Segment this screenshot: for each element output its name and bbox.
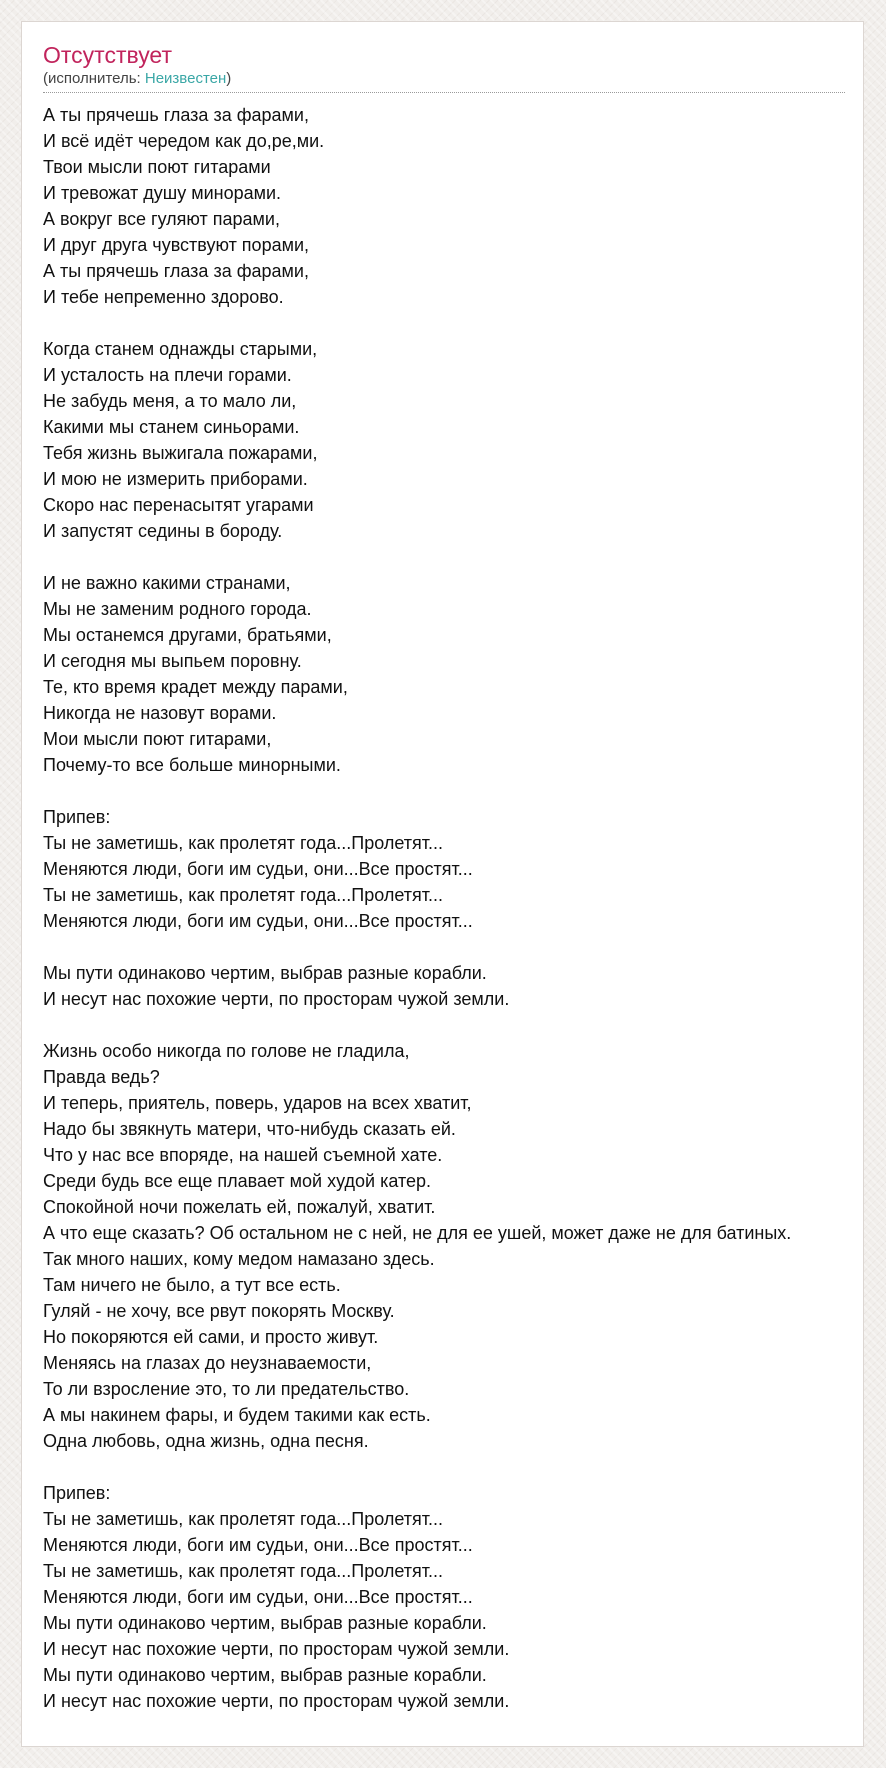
lyric-line: И запустят седины в бороду. — [43, 521, 283, 541]
lyric-line: Правда ведь? — [43, 1067, 160, 1087]
stanza-break — [43, 1012, 864, 1038]
artist-prefix: (исполнитель: — [43, 70, 145, 87]
lyric-line: Мы останемся другами, братьями, — [43, 625, 332, 645]
lyric-line: И несут нас похожие черти, по просторам чужой земли. — [43, 1639, 510, 1659]
lyric-line: То ли взросление это, то ли предательство. — [43, 1379, 410, 1399]
artist-suffix: ) — [226, 70, 232, 87]
lyric-line: Когда станем однажды старыми, — [43, 339, 318, 359]
lyric-line: Припев: — [43, 1483, 111, 1503]
lyrics-card — [21, 21, 864, 1747]
lyric-line: А мы накинем фары, и будем такими как есть. — [43, 1405, 431, 1425]
lyric-line: Надо бы звякнуть матери, что-нибудь сказать ей. — [43, 1119, 456, 1139]
lyric-line: Те, кто время крадет между парами, — [43, 677, 348, 697]
lyric-line: А ты прячешь глаза за фарами, — [43, 261, 309, 281]
lyric-line: И несут нас похожие черти, по просторам чужой земли. — [43, 989, 510, 1009]
lyric-line: Не забудь меня, а то мало ли, — [43, 391, 297, 411]
lyric-line: И сегодня мы выпьем поровну. — [43, 651, 302, 671]
lyric-line: Мои мысли поют гитарами, — [43, 729, 272, 749]
header-divider — [43, 92, 845, 93]
lyric-line: Меняются люди, боги им судьи, они...Все простят... — [43, 911, 473, 931]
lyric-line: Там ничего не было, а тут все есть. — [43, 1275, 341, 1295]
lyric-line: И тебе непременно здорово. — [43, 287, 284, 307]
lyric-line: Но покоряются ей сами, и просто живут. — [43, 1327, 379, 1347]
lyric-line: Меняются люди, боги им судьи, они...Все простят... — [43, 1535, 473, 1555]
artist-line — [43, 70, 845, 88]
stanza-break — [43, 934, 864, 960]
lyric-line: Ты не заметишь, как пролетят года...Пролетят... — [43, 1561, 443, 1581]
lyric-line: Никогда не назовут ворами. — [43, 703, 277, 723]
lyric-line: И друг друга чувствуют порами, — [43, 235, 310, 255]
lyric-line: И тревожат душу минорами. — [43, 183, 282, 203]
lyrics-text — [43, 102, 864, 1714]
stanza-break — [43, 310, 864, 336]
lyric-line: Жизнь особо никогда по голове не гладила, — [43, 1041, 410, 1061]
lyric-line: И не важно какими странами, — [43, 573, 291, 593]
lyric-line: Меняясь на глазах до неузнаваемости, — [43, 1353, 372, 1373]
lyric-line: Мы пути одинаково чертим, выбрав разные корабли. — [43, 963, 487, 983]
lyric-line: Так много наших, кому медом намазано здесь. — [43, 1249, 435, 1269]
lyric-line: Гуляй - не хочу, все рвут покорять Москву. — [43, 1301, 395, 1321]
lyric-line: Мы пути одинаково чертим, выбрав разные корабли. — [43, 1613, 487, 1633]
lyric-line: И усталость на плечи горами. — [43, 365, 292, 385]
lyric-line: А вокруг все гуляют парами, — [43, 209, 280, 229]
lyric-line: Меняются люди, боги им судьи, они...Все простят... — [43, 1587, 473, 1607]
lyric-line: Среди будь все еще плавает мой худой катер. — [43, 1171, 432, 1191]
lyric-line: И мою не измерить приборами. — [43, 469, 308, 489]
stanza-break — [43, 544, 864, 570]
lyric-line: Спокойной ночи пожелать ей, пожалуй, хватит. — [43, 1197, 436, 1217]
lyric-line: Мы не заменим родного города. — [43, 599, 312, 619]
stanza-break — [43, 778, 864, 804]
stanza-break — [43, 1454, 864, 1480]
lyric-line: Почему-то все больше минорными. — [43, 755, 341, 775]
lyric-line: Скоро нас перенасытят угарами — [43, 495, 314, 515]
lyric-line: И всё идёт чередом как до,ре,ми. — [43, 131, 325, 151]
song-header — [43, 42, 845, 88]
lyric-line: Ты не заметишь, как пролетят года...Пролетят... — [43, 885, 443, 905]
lyric-line: Какими мы станем синьорами. — [43, 417, 300, 437]
lyric-line: Твои мысли поют гитарами — [43, 157, 271, 177]
artist-link[interactable]: Неизвестен — [144, 70, 227, 87]
lyric-line: И несут нас похожие черти, по просторам чужой земли. — [43, 1691, 510, 1711]
lyric-line: Меняются люди, боги им судьи, они...Все простят... — [43, 859, 473, 879]
lyric-line: Одна любовь, одна жизнь, одна песня. — [43, 1431, 369, 1451]
lyric-line: Ты не заметишь, как пролетят года...Пролетят... — [43, 1509, 443, 1529]
lyric-line: И теперь, приятель, поверь, ударов на всех хватит, — [43, 1093, 472, 1113]
lyric-line: Что у нас все впоряде, на нашей съемной хате. — [43, 1145, 443, 1165]
lyric-line: Тебя жизнь выжигала пожарами, — [43, 443, 318, 463]
lyric-line: Ты не заметишь, как пролетят года...Пролетят... — [43, 833, 443, 853]
lyric-line: Припев: — [43, 807, 111, 827]
lyric-line: А ты прячешь глаза за фарами, — [43, 105, 309, 125]
song-title: Отсутствует — [43, 42, 172, 68]
lyric-line: Мы пути одинаково чертим, выбрав разные корабли. — [43, 1665, 487, 1685]
lyric-line: А что еще сказать? Об остальном не с ней, не для ее ушей, может даже не для батиных. — [43, 1223, 792, 1243]
